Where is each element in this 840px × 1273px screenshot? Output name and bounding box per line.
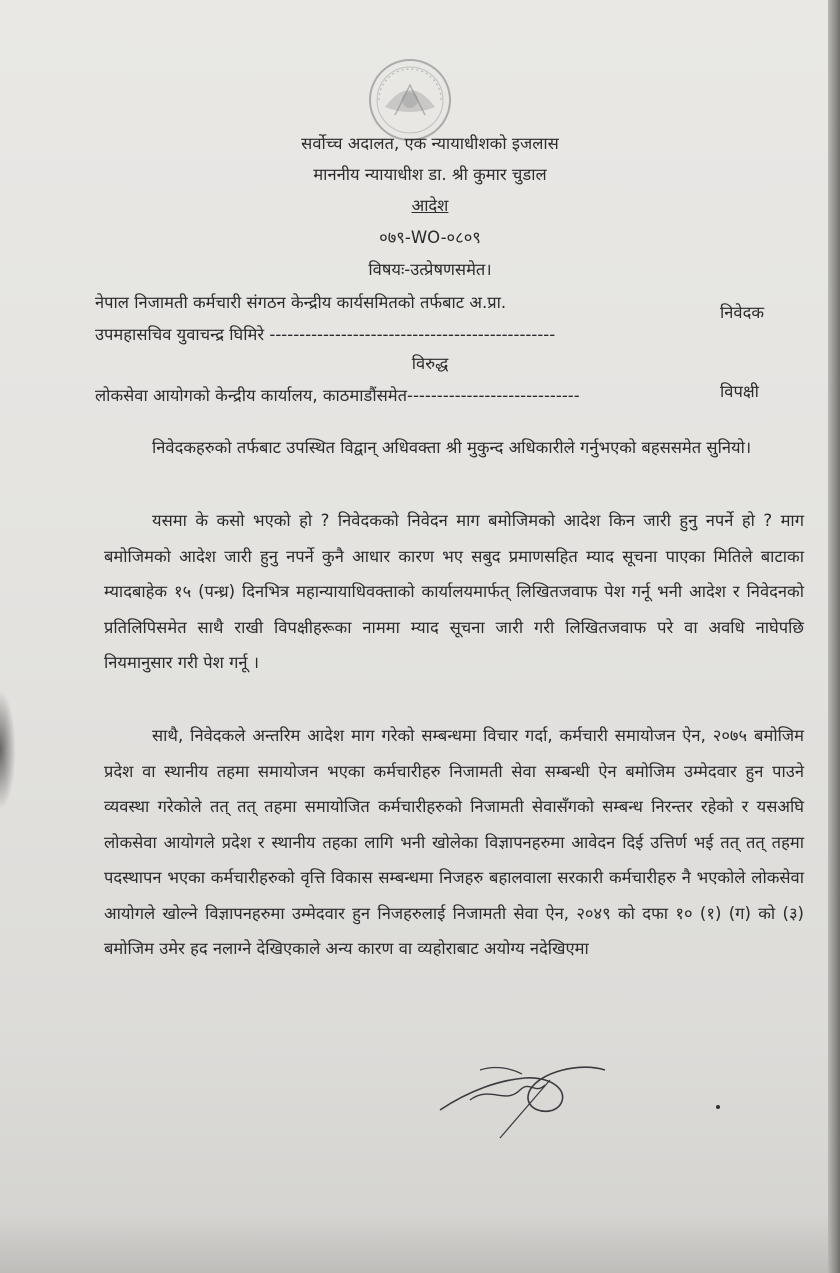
court-bench-line: सर्वोच्च अदालत, एक न्यायाधीशको इजलास (301, 134, 559, 153)
paragraph-interim-order: साथै, निवेदकले अन्तरिम आदेश माग गरेको सम्बन्धमा विचार गर्दा, कर्मचारी समायोजन ऐन, २०७५ बमोजिम प्रदेश वा स्थानीय तहमा समायोजन भएका कर्मचारीहरु निजामती सेवा सम्बन्धी ऐन बमोजिम उम्मेदवार हुन पाउने व्यवस्था गरेकोले तत् तत् तहमा समायोजित कर्मचारीहरुको निजामती सेवासँगको सम्बन्ध निरन्तर रहेको र यसअघि लोकसेवा आयोगले प्रदेश र स्थानीय तहका लागि भनी खोलेका विज्ञापनहरुमा आवेदन दिई उत्तिर्ण भई तत् तत् तहमा पदस्थापन भएका कर्मचारीहरुको वृत्ति विकास सम्बन्धमा निजहरु बहालवाला सरकारी कर्मचारीहरु नै भएकोले लोकसेवा आयोगले खोल्ने विज्ञापनहरुमा उम्मेदवार हुन निजहरुलाई निजामती सेवा ऐन, २०४९ को दफा १० (१) (ग) को (३) बमोजिम उमेर हद नलाग्ने देखिएकाले अन्य कारण वा व्यहोराबाट अयोग्य नदेखिएमा (104, 726, 804, 958)
signature (430, 1050, 630, 1140)
petitioner-line-2: उपमहासचिव युवाचन्द्र घिमिरे ------------------------------------------------ (95, 325, 556, 344)
case-number: ०७९-WO-०८०९ (379, 228, 481, 247)
petitioner-role: निवेदक (720, 303, 765, 322)
judge-name-line: माननीय न्यायाधीश डा. श्री कुमार चुडाल (313, 165, 547, 184)
petitioner-line-1: नेपाल निजामती कर्मचारी संगठन केन्द्रीय कार्यसमितको तर्फबाट अ.प्रा. (95, 293, 507, 312)
paragraph-hearing: निवेदकहरुको तर्फबाट उपस्थित विद्वान् अधिवक्ता श्री मुकुन्द अधिकारीले गर्नुभएको बहससमेत सुनियो। (152, 438, 752, 457)
page-bottom-shadow (0, 1213, 828, 1273)
respondent-role: विपक्षी (720, 382, 759, 401)
subject-line: विषयः-उत्प्रेषणसमेत। (368, 260, 492, 279)
page-edge-shadow (0, 690, 16, 810)
paragraph-show-cause: यसमा के कसो भएको हो ? निवेदकको निवेदन माग बमोजिमको आदेश किन जारी हुनु नपर्ने हो ? माग बमोजिमको आदेश जारी हुनु नपर्ने कुनै आधार कारण भए सबुद प्रमाणसहित म्याद सूचना पाएका मितिले बाटाका म्यादबाहेक १५ (पन्ध्र) दिनभित्र महान्यायाधिवक्ताको कार्यालयमार्फत् लिखितजवाफ पेश गर्नू भनी आदेश र निवेदनको प्रतिलिपिसमेत साथै राखी विपक्षीहरूका नाममा म्याद सूचना जारी गरी लिखितजवाफ परे वा अवधि नाघेपछि नियमानुसार गरी पेश गर्नू । (104, 511, 804, 672)
order-heading: आदेश (411, 196, 449, 215)
binding-edge (828, 0, 840, 1273)
ink-speck (716, 1105, 720, 1109)
respondent-line: लोकसेवा आयोगको केन्द्रीय कार्यालय, काठमाडौंसमेत----------------------------- (95, 386, 580, 405)
versus-label: विरुद्ध (411, 354, 449, 373)
